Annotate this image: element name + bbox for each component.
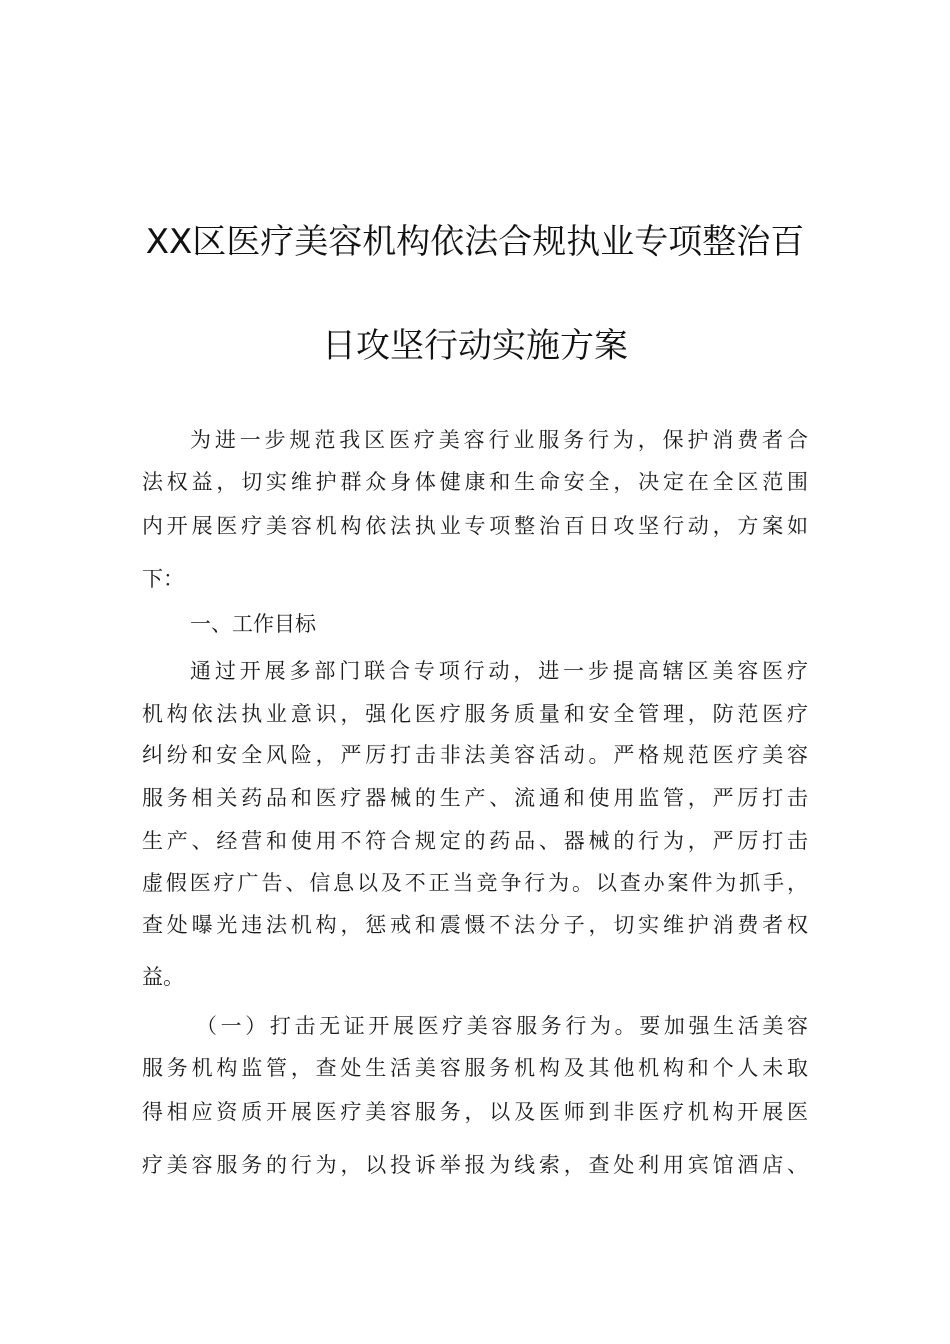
section-paragraph-line-3: 纠纷和安全风险，严厉打击非法美容活动。严格规范医疗美容 [142, 743, 808, 767]
section-paragraph-line-7: 查处曝光违法机构，惩戒和震慑不法分子，切实维护消费者权 [142, 913, 808, 937]
section-paragraph-line-4: 服务相关药品和医疗器械的生产、流通和使用监管，严厉打击 [142, 786, 808, 810]
item-paragraph-line-1: （一）打击无证开展医疗美容服务行为。要加强生活美容 [196, 1014, 808, 1038]
document-title-line-2: 日攻坚行动实施方案 [322, 326, 628, 366]
intro-line-1: 为进一步规范我区医疗美容行业服务行为，保护消费者合 [190, 428, 808, 452]
section-paragraph-line-1: 通过开展多部门联合专项行动，进一步提高辖区美容医疗 [190, 659, 808, 683]
item-paragraph-line-4: 疗美容服务的行为，以投诉举报为线索，查处利用宾馆酒店、 [142, 1153, 808, 1177]
section-paragraph-line-8: 益。 [142, 965, 184, 989]
intro-line-2: 法权益，切实维护群众身体健康和生命安全，决定在全区范围 [142, 470, 808, 494]
section-paragraph-line-6: 虚假医疗广告、信息以及不正当竞争行为。以查办案件为抓手， [142, 871, 808, 895]
section-heading: 一、工作目标 [190, 612, 316, 636]
item-paragraph-line-2: 服务机构监管，查处生活美容服务机构及其他机构和个人未取 [142, 1056, 808, 1080]
intro-line-3: 内开展医疗美容机构依法执业专项整治百日攻坚行动，方案如 [142, 514, 808, 538]
document-title-line-1: XX区医疗美容机构依法合规执业专项整治百 [145, 222, 805, 262]
section-paragraph-line-5: 生产、经营和使用不符合规定的药品、器械的行为，严厉打击 [142, 829, 808, 853]
intro-line-4: 下： [142, 567, 184, 591]
section-paragraph-line-2: 机构依法执业意识，强化医疗服务质量和安全管理，防范医疗 [142, 702, 808, 726]
item-paragraph-line-3: 得相应资质开展医疗美容服务，以及医师到非医疗机构开展医 [142, 1100, 808, 1124]
